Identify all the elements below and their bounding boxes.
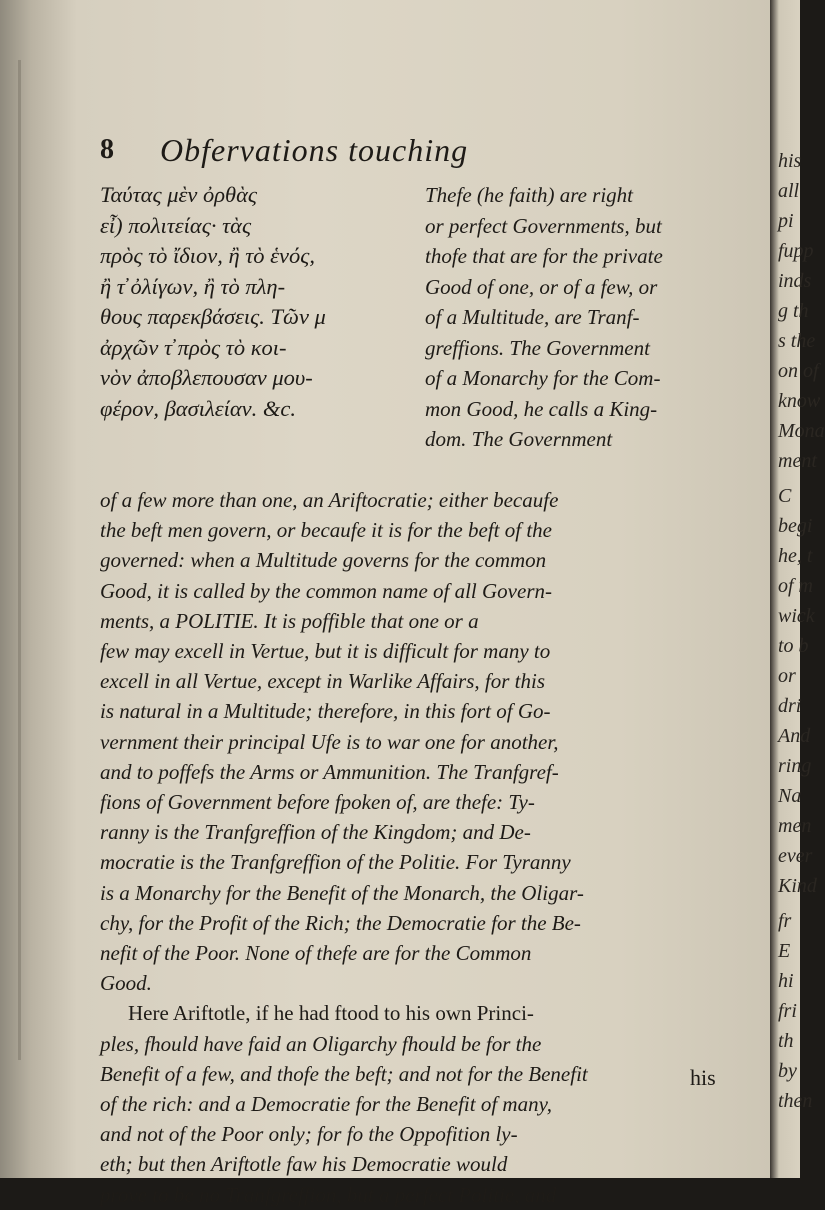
text-line: excell in all Vertue, except in Warlike Affairs, for this [100,669,545,694]
text-line: Thefe (he faith) are right [425,183,634,207]
text-line: Good. [100,971,152,996]
facing-fragment: s the [778,330,816,352]
facing-fragment: he, t [778,545,813,567]
running-title: Obfervations touching [160,132,469,168]
text-line: thofe that are for the private [425,244,663,268]
facing-fragment: Na [778,785,802,807]
facing-fragment: C [778,485,792,507]
text-line: ples, fhould have faid an Oligarchy fhould be for the [100,1031,542,1056]
facing-fragment: ever [778,845,813,867]
greek-line: νὸν ἀποβλεπουσαν μου- [100,365,313,390]
text-line: mon Good, he calls a King- [425,396,658,421]
facing-fragment: dri [778,695,802,717]
facing-fragment: E [778,940,791,962]
greek-quotation [100,180,420,424]
text-line: or perfect Governments, but [425,213,662,238]
facing-fragment: fupp [778,240,814,262]
text-line: greffions. The Government [425,335,650,360]
facing-fragment: fri [778,1000,797,1022]
text-line: governed: when a Multitude governs for the common [100,548,547,573]
text-line: Benefit of a few, and thofe the beft; and not for the Benefit [100,1061,588,1086]
facing-fragment: th [778,1030,794,1052]
greek-line: φέρον, βασιλείαν. &c. [100,395,296,421]
text-line: dom. The Government [425,427,613,451]
body-text [100,485,740,1210]
facing-fragment: on of [778,360,819,382]
facing-fragment: wick [778,605,815,627]
facing-fragment: know [778,390,821,412]
text-line: ments, a POLITIE. It is poffible that one or a [100,608,479,633]
page-header [100,132,740,172]
text-line: ranny is the Tranfgreffion of the Kingdom; and De- [100,820,531,845]
facing-fragment: or [778,665,796,687]
facing-fragment: by [778,1060,797,1082]
facing-fragment: to b [778,635,809,657]
text-line: chy, for the Profit of the Rich; the Democratie for the Be- [100,910,581,935]
facing-fragment: ring [778,755,812,777]
facing-fragment: of m [778,575,813,597]
greek-line: ἢ τ̓ ὀλίγων, ἢ τὸ πλη- [100,273,286,299]
text-line: fions of Government before fpoken of, are thefe: Ty- [100,790,535,815]
facing-fragment: men [778,815,812,837]
greek-line: ἀρχῶν τ̓ πρὸς τὸ κοι- [100,334,287,360]
text-line: of a Monarchy for the Com- [425,366,661,390]
text-line: of a few more than one, an Ariftocratie; either becaufe [100,488,559,512]
page-number: 8 [100,134,114,165]
text-line: is a Monarchy for the Benefit of the Monarch, the Oligar- [100,880,584,905]
facing-fragment: all [778,180,800,202]
facing-fragment: inds [778,270,812,292]
text-line: eth; but then Ariftotle faw his Democratie would [100,1152,508,1177]
facing-fragment: then [778,1090,813,1112]
facing-fragment: g th [778,300,809,322]
greek-line: Ταύτας μὲν ὀρθὰς [100,182,258,207]
text-line: prove to be no Tranfgreffion, but a perfect Politie, and [100,1182,557,1207]
facing-fragment: pi [778,210,794,232]
facing-fragment: begi [778,515,813,537]
greek-line: θους παρεκβάσεις. Τῶν μ [100,304,326,329]
text-line: mocratie is the Tranfgreffion of the Politie. For Tyranny [100,850,571,875]
catchword: his [690,1065,716,1090]
facing-fragment: ment [778,450,817,472]
facing-fragment: fr [778,910,792,932]
translation-column [425,180,735,455]
text-line: Good, it is called by the common name of all Govern- [100,578,552,603]
text-line: Good of one, or of a few, or [425,274,658,299]
gutter-shadow [18,60,21,1060]
text-line: vernment their principal Ufe is to war one for another, [100,729,559,754]
greek-line: εἶ) πολιτείας· τὰς [100,212,252,238]
facing-fragment: Mona [778,420,825,442]
text-line: is natural in a Multitude; therefore, in this fort of Go- [100,699,551,724]
text-line: and not of the Poor only; for fo the Oppofition ly- [100,1122,518,1147]
facing-fragment: hi [778,970,794,992]
text-line: and to poffefs the Arms or Ammunition. The Tranfgref- [100,759,559,784]
text-line: nefit of the Poor. None of thefe are for the Common [100,941,532,966]
text-line: of a Multitude, are Tranf- [425,305,640,329]
text-line: few may excell in Vertue, but it is difficult for many to [100,639,551,664]
text-line: of the rich: and a Democratie for the Benefit of many, [100,1092,552,1117]
text-line: Here Ariftotle, if he had ftood to his own Princi- [128,1001,534,1026]
facing-page-edge [770,0,825,1178]
text-line: the beft men govern, or becaufe it is for the beft of the [100,518,552,543]
facing-fragment: his [778,150,802,172]
facing-fragment: Kind [778,875,817,897]
greek-line: πρὸς τὸ ἴδιον, ἢ τὸ ἑνός, [100,243,316,268]
facing-fragment: And [778,725,811,747]
